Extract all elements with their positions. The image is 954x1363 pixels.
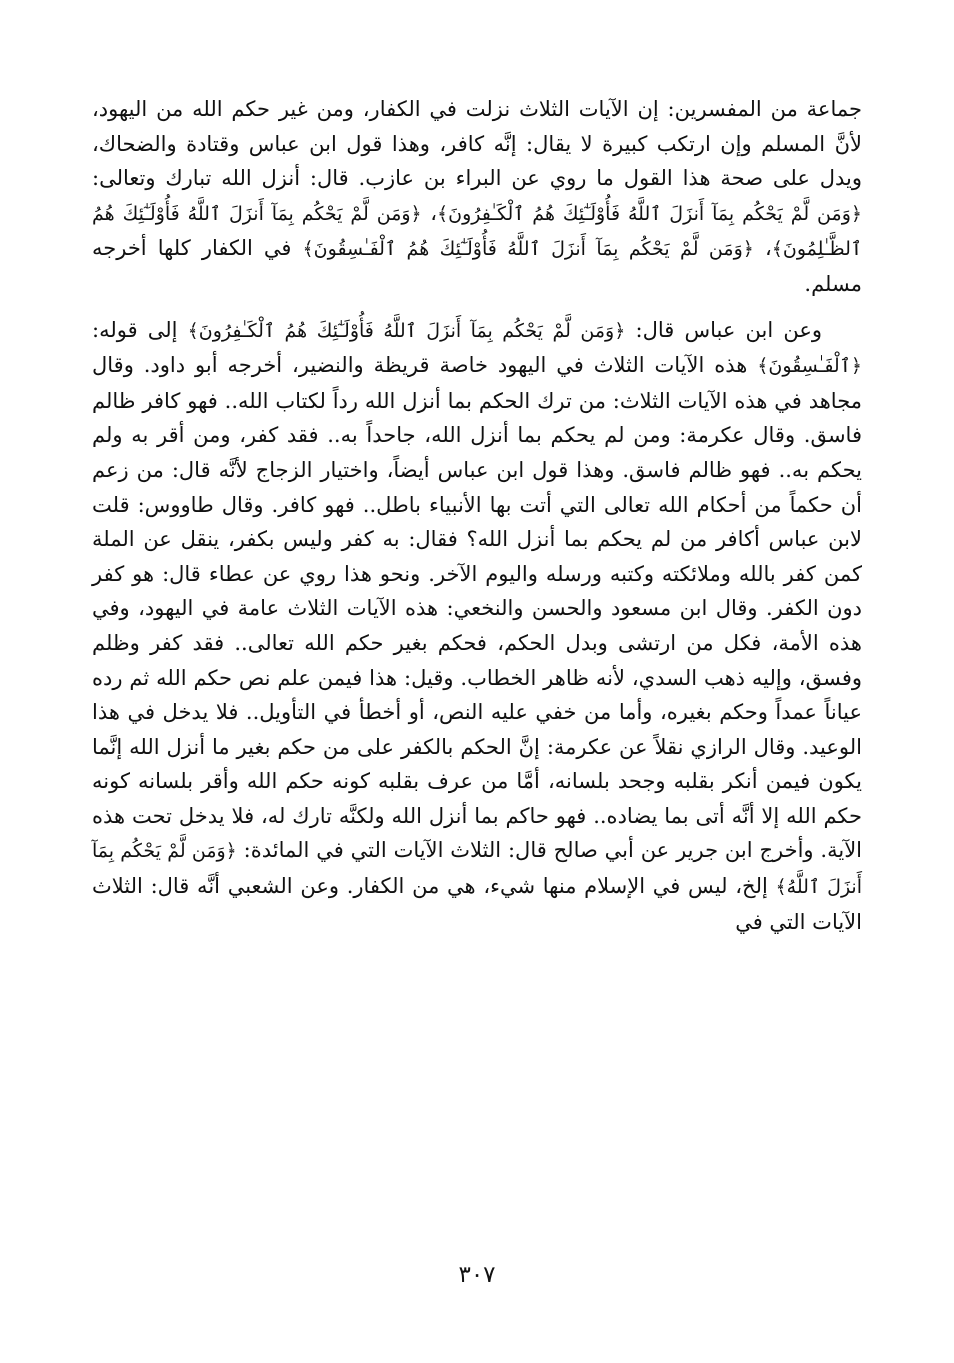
paragraph-2 <box>92 313 862 940</box>
page-number: ٣٠٧ <box>458 1262 496 1288</box>
quran-verse-kafirun: ﴿وَمَن لَّمْ يَحْكُم بِمَآ أَنزَلَ ٱللَّهُ فَأُوْلَـٰٓئِكَ هُمُ ٱلْكَـٰفِرُونَ﴾ <box>187 319 626 342</box>
paragraph-1-intro: جماعة من المفسرين: إن الآيات الثلاث نزلت في الكفار، ومن غير حكم الله من اليهود، لأنَّ المسلم وإن ارتكب كبيرة لا يقال: إنَّه كافر، وهذا قول ابن عباس وقتادة والضحاك، ويدل على صحة هذا القول ما روي عن البراء بن عازب. قال: أنزل الله تبارك وتعالى: <box>92 97 862 191</box>
quran-verse-partial: ﴿وَمَن لَّمْ يَحْكُم بِمَآ أَنزَلَ ٱللَّهُ﴾ <box>92 840 862 899</box>
quran-word-fasiqun: ﴿ٱلْفَـٰسِقُونَ﴾ <box>757 355 862 378</box>
paragraph-1-outro: في الكفار كلها أخرجه مسلم. <box>92 236 862 296</box>
quran-verse-kafirun: ﴿وَمَن لَّمْ يَحْكُم بِمَآ أَنزَلَ ٱللَّهُ فَأُوْلَـٰٓئِكَ هُمُ ٱلْكَـٰفِرُونَ﴾ <box>437 202 863 225</box>
paragraph-2-mid: إلى قوله: <box>92 317 188 342</box>
paragraph-2-intro: وعن ابن عباس قال: <box>625 317 822 342</box>
quran-verse-zalimun: ﴿وَمَن لَّمْ يَحْكُم بِمَآ أَنزَلَ ٱللَّهُ فَأُوْلَـٰٓئِكَ هُمُ ٱلظَّـٰلِمُونَ﴾ <box>92 202 862 261</box>
paragraph-2-outro: إلخ، ليس في الإسلام منها شيء، هي من الكفار. وعن الشعبي أنَّه قال: الثلاث الآيات التي في <box>92 874 862 934</box>
separator: ، <box>421 200 438 225</box>
page-body <box>92 92 862 939</box>
paragraph-1 <box>92 92 862 302</box>
paragraph-2-body: هذه الآيات الثلاث في اليهود خاصة قريظة والنضير، أخرجه أبو داود. وقال مجاهد في هذه الآيات الثلاث: من ترك الحكم بما أنزل الله رداً لكتاب الله.. فهو كافر ظالم فاسق. وقال عكرمة: ومن لم يحكم بما أنزل الله، جاحداً به.. فقد كفر، ومن أقر به ولم يحكم به.. فهو ظالم فاسق. وهذا قول ابن عباس أيضاً، واختيار الزجاج لأنَّه قال: من زعم أن حكماً من أحكام الله تعالى التي أتت بها الأنبياء باطل.. فهو كافر. وقال طاووس: قلت لابن عباس أكافر من لم يحكم بما أنزل الله؟ فقال: به كفر وليس بكفر، ينقل عن الملة كمن كفر بالله وملائكته وكتبه ورسله واليوم الآخر. ونحو هذا روي عن عطاء قال: هو كفر دون الكفر. وقال ابن مسعود والحسن والنخعي: هذه الآيات الثلاث عامة في اليهود، وفي هذه الأمة، فكل من ارتشى وبدل الحكم، فحكم بغير حكم الله تعالى.. فقد كفر وظلم وفسق، وإليه ذهب السدي، لأنه ظاهر الخطاب. وقيل: هذا فيمن علم نص حكم الله ثم رده عياناً عمداً وحكم بغيره، وأما من خفي عليه النص، أو أخطأ في التأويل.. فلا يدخل في هذا الوعيد. وقال الرازي نقلاً عن عكرمة: إنَّ الحكم بالكفر على من حكم بغير ما أنزل الله إنَّما يكون فيمن أنكر بقلبه وجحد بلسانه، أمَّا من عرف بقلبه كونه حكم الله وأقر بلسانه كونه حكم الله إلا أنَّه أتى بما يضاده.. فهو حاكم بما أنزل الله ولكنَّه تارك له، فلا يدخل تحت هذه الآية. وأخرج ابن جرير عن أبي صالح قال: الثلاث الآيات التي في المائدة: <box>92 353 862 863</box>
quran-verse-fasiqun: ﴿وَمَن لَّمْ يَحْكُم بِمَآ أَنزَلَ ٱللَّهُ فَأُوْلَـٰٓئِكَ هُمُ ٱلْفَـٰسِقُونَ﴾ <box>302 238 754 261</box>
separator: ، <box>753 236 772 261</box>
